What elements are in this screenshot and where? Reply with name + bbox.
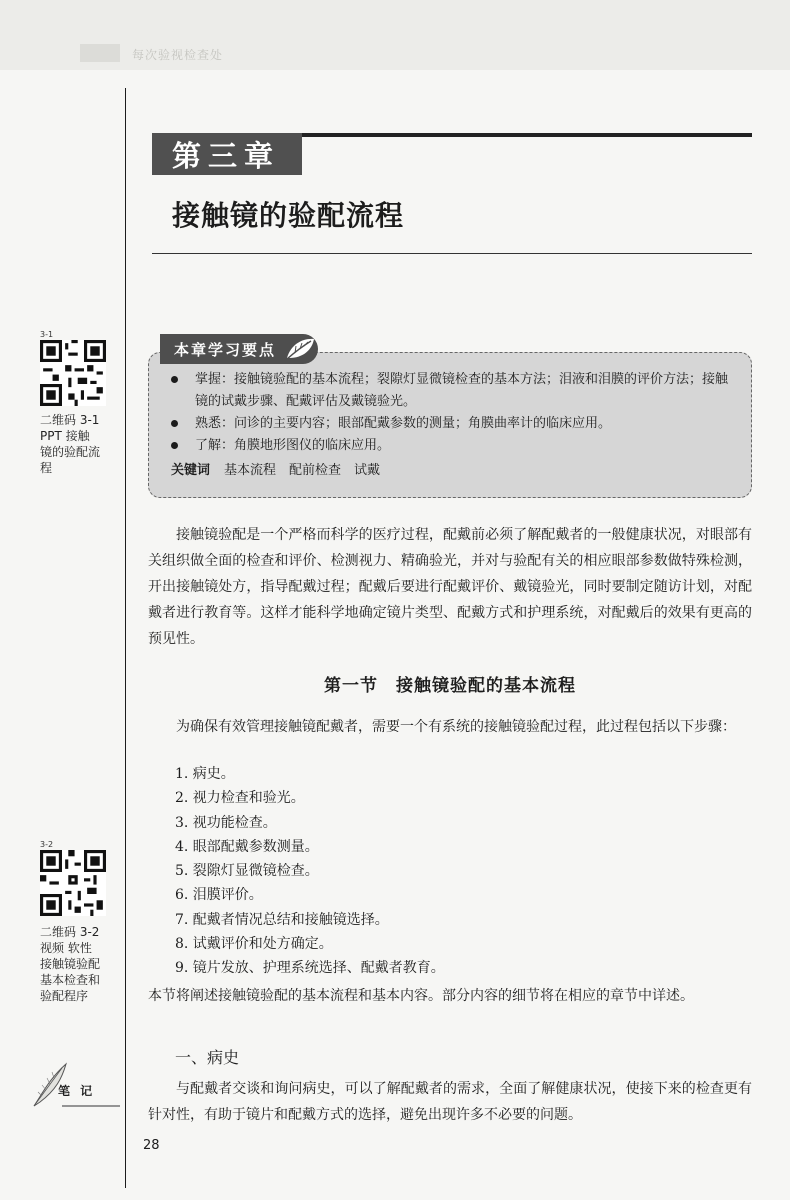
qr-caption: 二维码 3-2 视频 软性 接触镜验配 基本检查和 验配程序	[40, 925, 101, 1003]
key-point-item: 掌握：接触镜验配的基本流程；裂隙灯显微镜检查的基本方法；泪液和泪膜的评价方法；接触镜的试戴步骤、配戴评估及戴镜验光。	[171, 369, 733, 413]
bullet-icon	[171, 376, 178, 383]
section-title: 第一节 接触镜验配的基本流程	[324, 676, 576, 696]
key-point-item: 熟悉：问诊的主要内容；眼部配戴参数的测量；角膜曲率计的临床应用。	[171, 413, 733, 435]
intro-paragraph: 接触镜验配是一个严格而科学的医疗过程，配戴前必须了解配戴者的一般健康状况，对眼部有关组织做全面的检查和评价、检测视力、精确验光，并对与验配有关的相应眼部参数做特殊检测，开出接触镜处方，指导配戴过程；配戴后要进行配戴评价、戴镜验光，同时要制定随访计划，对配戴者进行教育等。这样才能科学地确定镜片类型、配戴方式和护理系统，对配戴后的效果有更高的预见性。	[148, 527, 752, 647]
list-item: 6. 泪膜评价。	[175, 887, 263, 904]
keywords: 基本流程 配前检查 试戴	[224, 463, 381, 478]
keywords-label: 关键词	[171, 463, 211, 478]
list-item: 2. 视力检查和验光。	[175, 790, 305, 807]
key-points-heading: 本章学习要点	[160, 334, 318, 364]
bullet-icon	[171, 420, 178, 427]
title-rule	[152, 253, 752, 254]
margin-divider	[125, 88, 126, 1188]
qr-code-icon[interactable]	[40, 340, 106, 406]
list-item: 9. 镜片发放、护理系统选择、配戴者教育。	[175, 960, 445, 977]
bullet-icon	[171, 442, 178, 449]
subsection-title: 一、病史	[175, 1048, 240, 1067]
list-item: 3. 视功能检查。	[175, 814, 277, 831]
key-points-box	[148, 352, 752, 498]
chapter-title: 接触镜的验配流程	[172, 199, 405, 232]
section-closing: 本节将阐述接触镜验配的基本流程和基本内容。部分内容的细节将在相应的章节中详述。	[148, 988, 694, 1004]
page-header-strip	[0, 0, 790, 70]
list-item: 4. 眼部配戴参数测量。	[175, 838, 319, 855]
list-item: 7. 配戴者情况总结和接触镜选择。	[175, 911, 389, 928]
section-lead: 为确保有效管理接触镜配戴者，需要一个有系统的接触镜验配过程，此过程包括以下步骤：	[176, 719, 736, 735]
chapter-heading	[152, 133, 752, 175]
page-number: 28	[143, 1138, 160, 1153]
chapter-label: 第三章	[152, 133, 302, 175]
steps-list	[175, 762, 445, 981]
notes-label: 笔 记	[58, 1084, 96, 1098]
qr-code-icon[interactable]	[40, 850, 106, 916]
qr-caption: 二维码 3-1 PPT 接触 镜的验配流 程	[40, 413, 101, 475]
key-point-item: 了解：角膜地形图仪的临床应用。	[171, 435, 733, 457]
qr-id: 3-2	[40, 840, 54, 849]
keywords-line	[171, 460, 733, 482]
subsection-body: 与配戴者交谈和询问病史，可以了解配戴者的需求，全面了解健康状况，使接下来的检查更有针对性，有助于镜片和配戴方式的选择，避免出现许多不必要的问题。	[148, 1081, 752, 1123]
list-item: 8. 试戴评价和处方确定。	[175, 936, 333, 953]
running-head: 每次验视检查处	[132, 48, 224, 62]
list-item: 1. 病史。	[175, 766, 235, 782]
qr-id: 3-1	[40, 330, 54, 339]
header-tab	[80, 44, 120, 62]
leaf-icon	[283, 336, 317, 362]
list-item: 5. 裂隙灯显微镜检查。	[175, 863, 319, 880]
